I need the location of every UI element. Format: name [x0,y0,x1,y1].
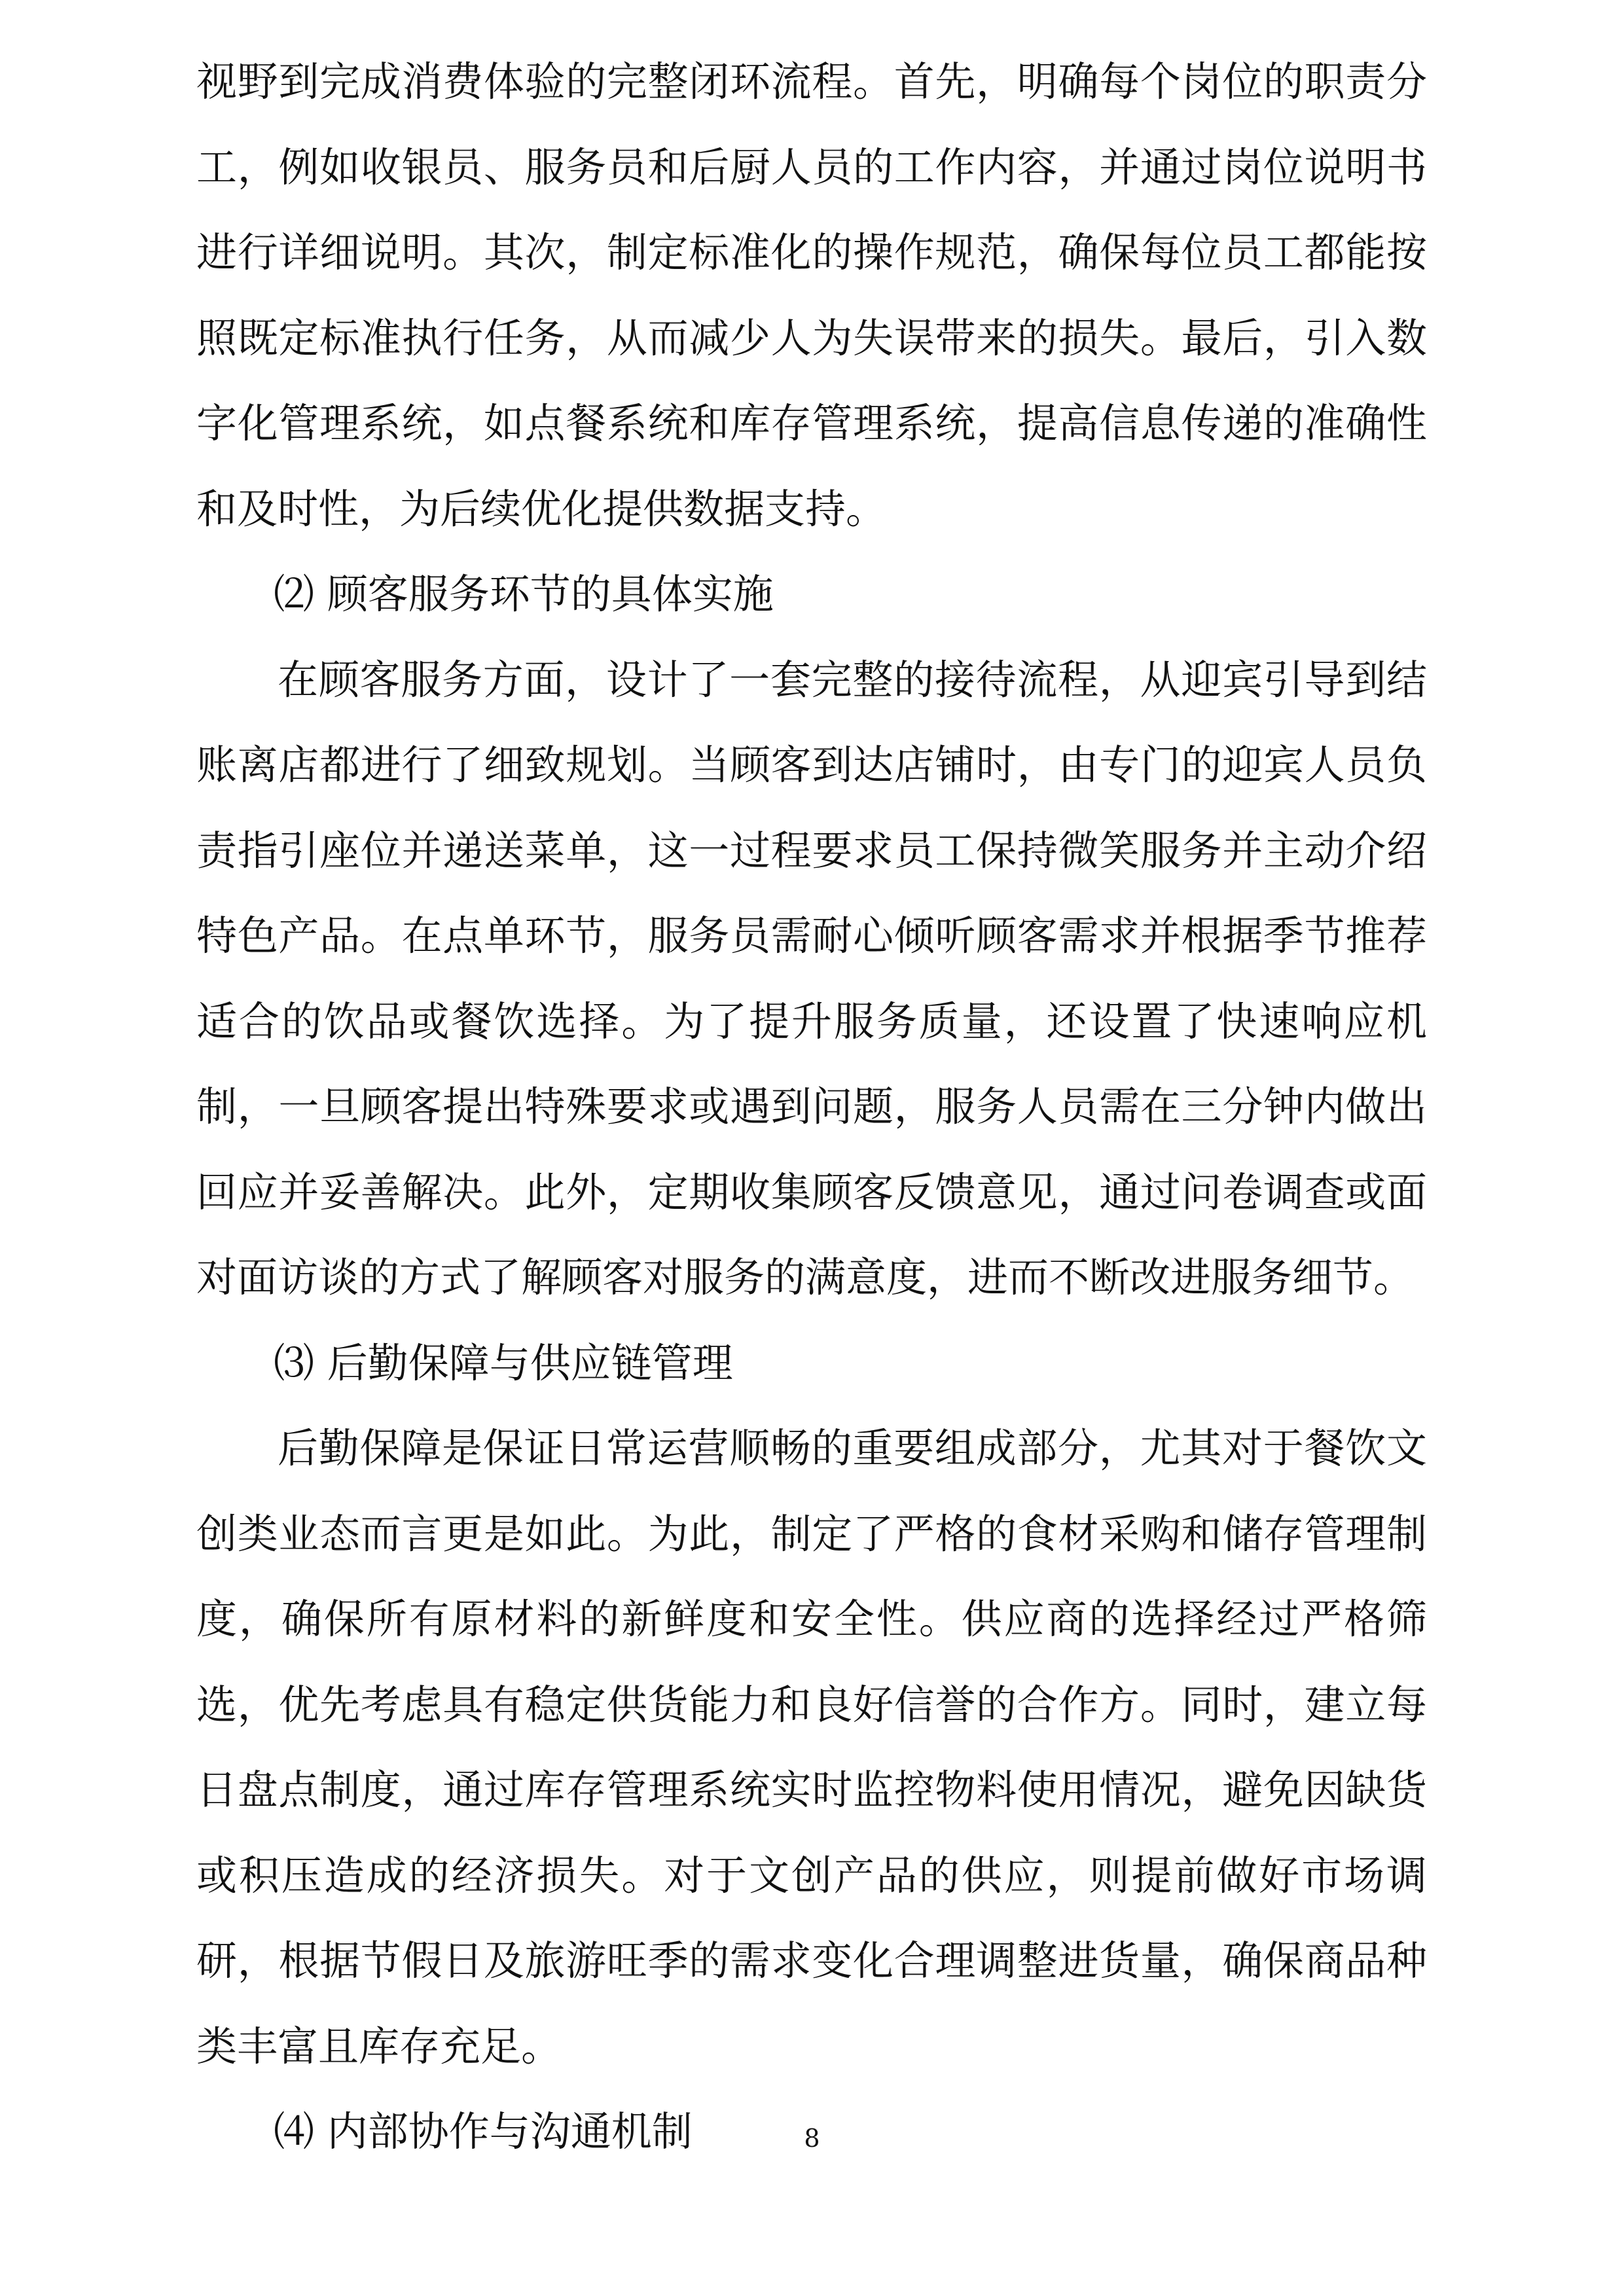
paragraph-process-design: 视野到完成消费体验的完整闭环流程。首先，明确每个岗位的职责分工，例如收银员、服务员和后厨人员的工作内容，并通过岗位说明书进行详细说明。其次，制定标准化的操作规范，确保每位员工都能按照既定标准执行任务，从而减少人为失误带来的损失。最后，引入数字化管理系统，如点餐系统和库存管理系统，提高信息传递的准确性和及时性，为后续优化提供数据支持。 [196,58,1427,533]
paragraph-customer-service: 在顾客服务方面，设计了一套完整的接待流程，从迎宾引导到结账离店都进行了细致规划。当顾客到达店铺时，由专门的迎宾人员负责指引座位并递送菜单，这一过程要求员工保持微笑服务并主动介绍特色产品。在点单环节，服务员需耐心倾听顾客需求并根据季节推荐适合的饮品或餐饮选择。为了提升服务质量，还设置了快速响应机制，一旦顾客提出特殊要求或遇到问题，服务人员需在三分钟内做出回应并妥善解决。此外，定期收集顾客反馈意见，通过问卷调查或面对面访谈的方式了解顾客对服务的满意度，进而不断改进服务细节。 [196,655,1427,1301]
paragraph-logistics: 后勤保障是保证日常运营顺畅的重要组成部分，尤其对于餐饮文创类业态而言更是如此。为此，制定了严格的食材采购和储存管理制度，确保所有原材料的新鲜度和安全性。供应商的选择经过严格筛选，优先考虑具有稳定供货能力和良好信誉的合作方。同时，建立每日盘点制度，通过库存管理系统实时监控物料使用情况，避免因缺货或积压造成的经济损失。对于文创产品的供应，则提前做好市场调研，根据节假日及旅游旺季的需求变化合理调整进货量，确保商品种类丰富且库存充足。 [196,1424,1427,2070]
section-heading-customer-service: ⑵ 顾客服务环节的具体实施 [274,570,774,618]
section-heading-logistics: ⑶ 后勤保障与供应链管理 [274,1338,733,1387]
section-heading-internal-communication: ⑷ 内部协作与沟通机制 [274,2108,693,2155]
page-body [196,39,1427,2175]
page-number: 8 [804,2124,820,2153]
